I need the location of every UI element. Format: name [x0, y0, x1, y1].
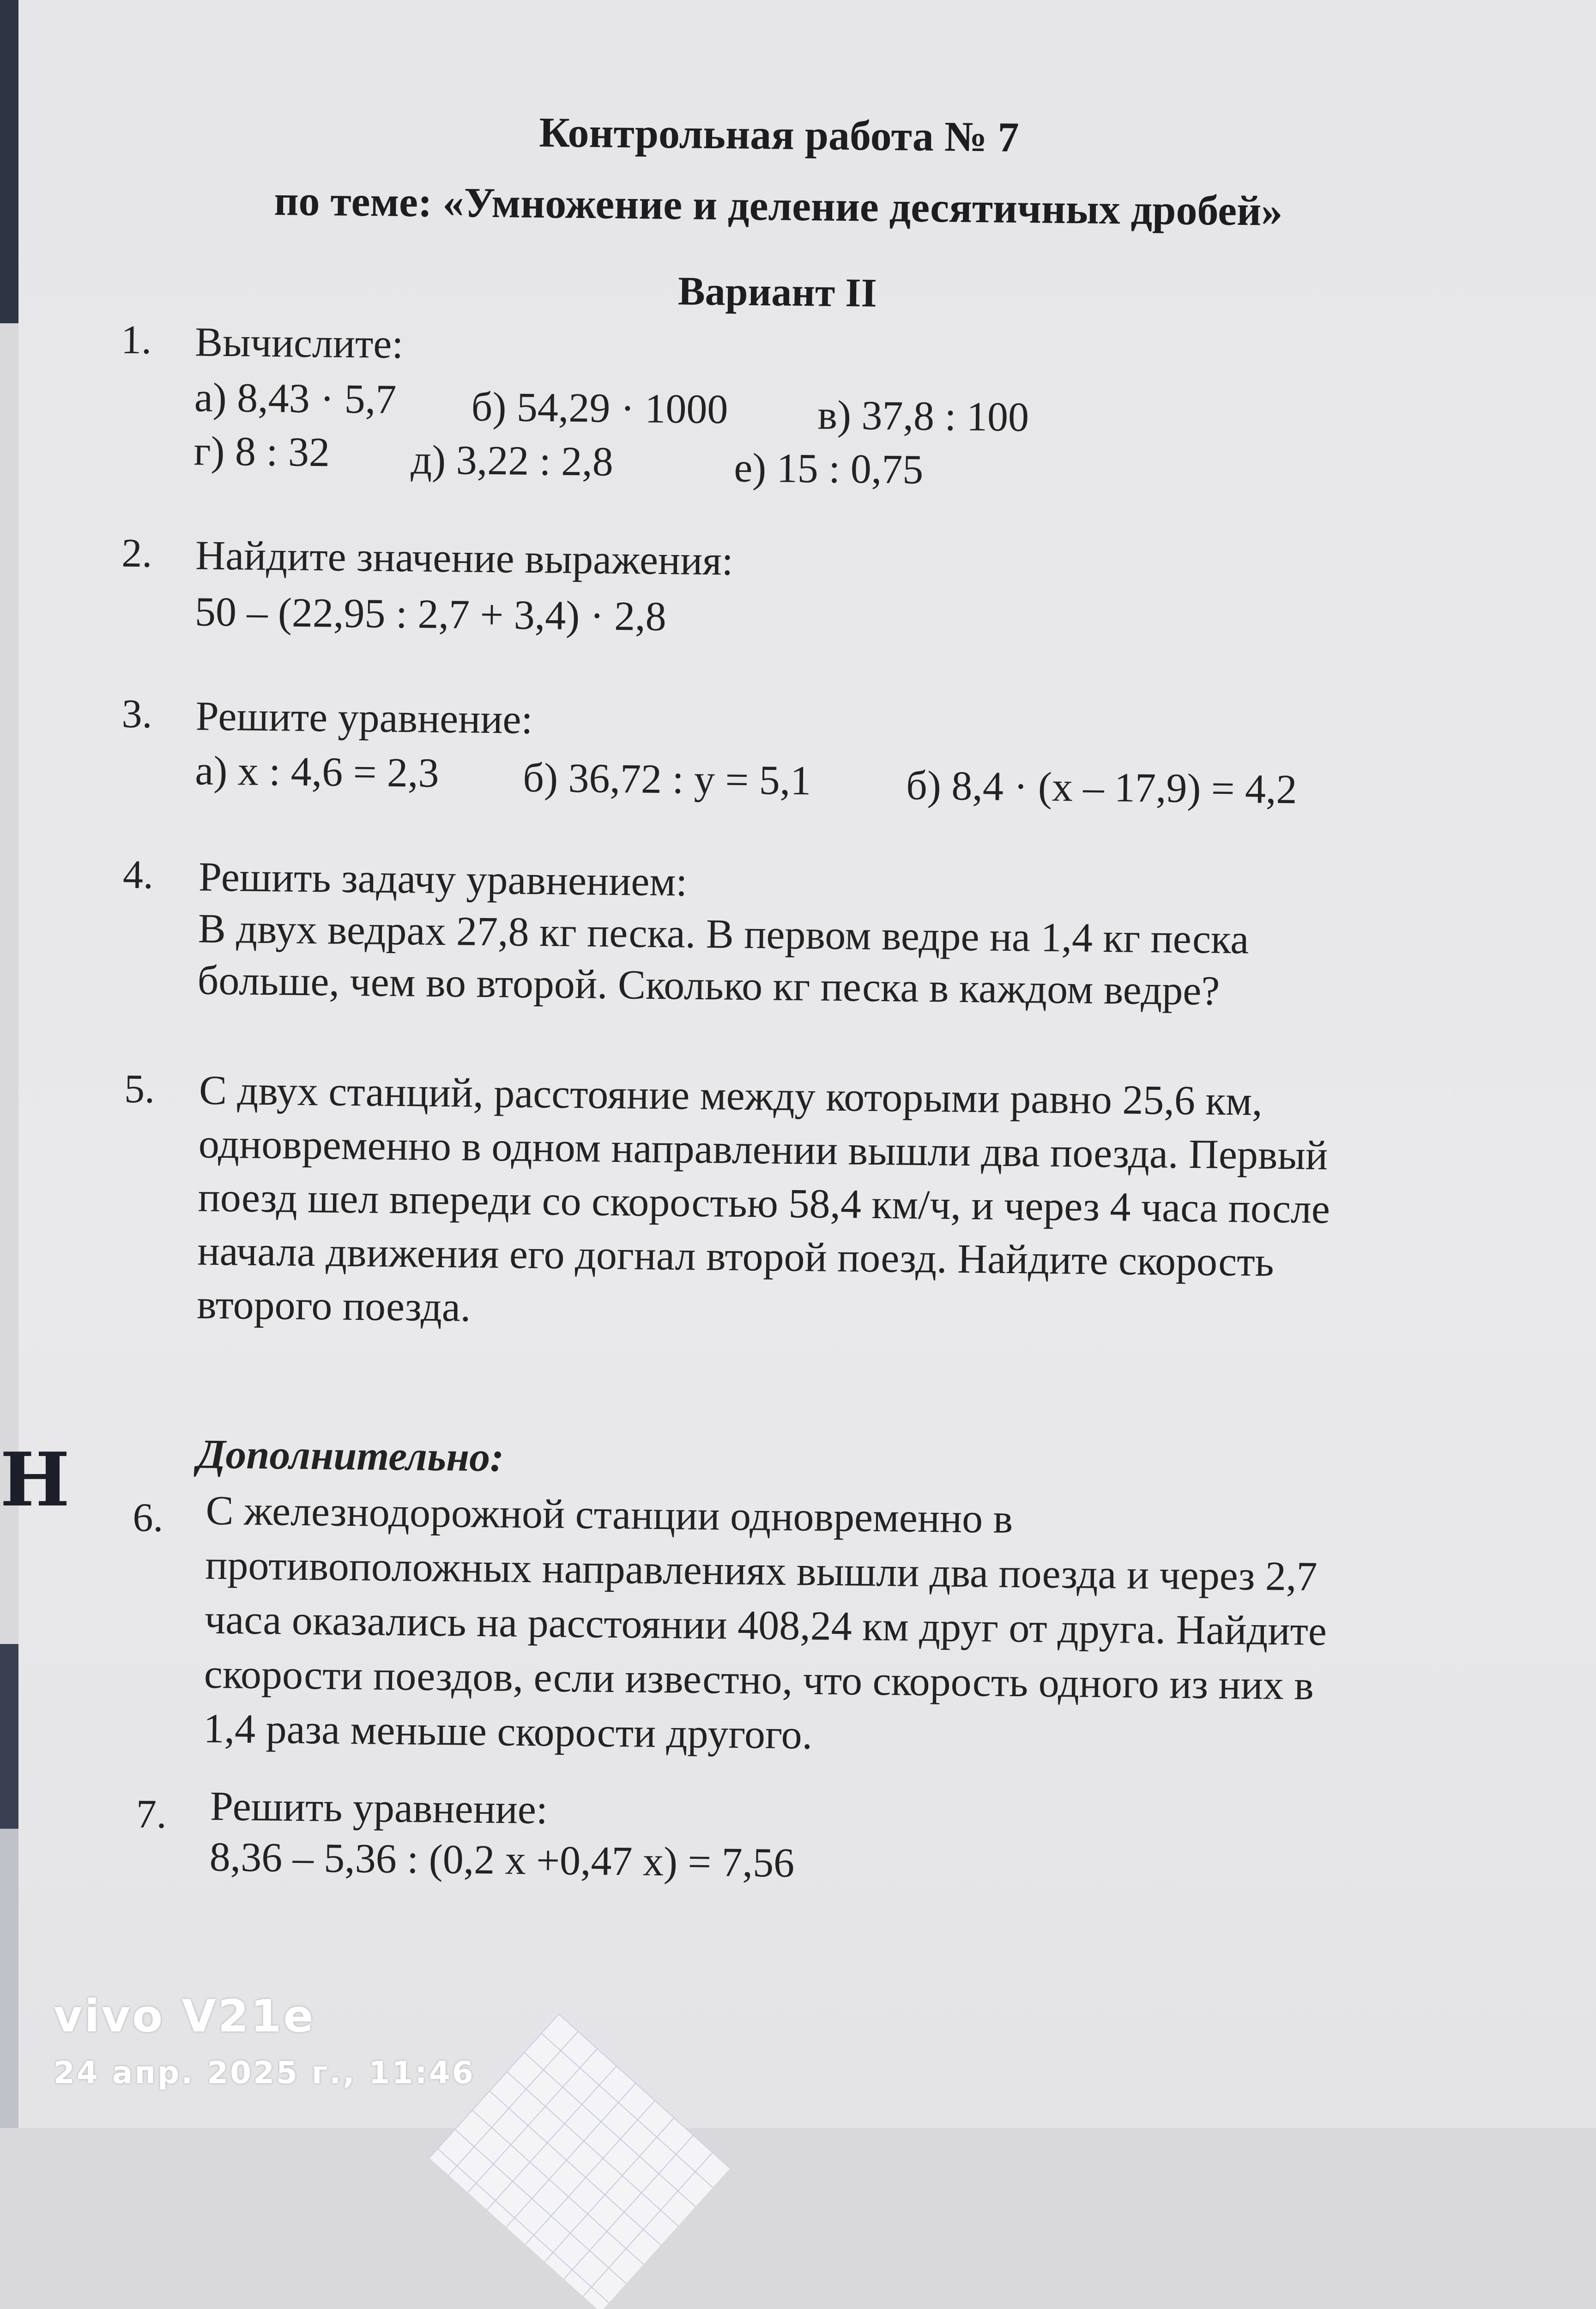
- task-text-line: второго поезда.: [196, 1281, 471, 1330]
- camera-datetime-watermark: 24 апр. 2025 г., 11:46: [54, 2055, 475, 2091]
- task-part: д) 3,22 : 2,8: [411, 437, 614, 485]
- background-letter: Н: [0, 1436, 70, 1523]
- task-part: а) х : 4,6 = 2,3: [194, 748, 440, 796]
- task-expression: 50 – (22,95 : 2,7 + 3,4) · 2,8: [194, 589, 667, 640]
- task-part: г) 8 : 32: [193, 428, 330, 476]
- task-part: е) 15 : 0,75: [733, 445, 924, 493]
- task-title: Решить уравнение:: [210, 1783, 548, 1833]
- task-text-line: С двух станций, расстояние между которыми равно 25,6 км,: [199, 1067, 1263, 1124]
- page-title: Контрольная работа № 7: [538, 109, 1019, 161]
- task-part: б) 8,4 · (х – 17,9) = 4,2: [906, 762, 1298, 813]
- task-number: 6.: [133, 1495, 164, 1541]
- camera-model-watermark: vivo V21e: [54, 1990, 315, 2042]
- task-part: б) 36,72 : у = 5,1: [522, 755, 811, 804]
- task-title: Вычислите:: [194, 319, 404, 368]
- task-text-line: противоположных направлениях вышли два поезда и через 2,7: [205, 1542, 1318, 1600]
- task-title: Решите уравнение:: [195, 693, 533, 743]
- task-title: Решить задачу уравнением:: [198, 854, 688, 905]
- task-number: 5.: [124, 1066, 155, 1112]
- task-number: 7.: [136, 1792, 167, 1837]
- task-number: 1.: [121, 317, 152, 363]
- test-paper: [18, 0, 1596, 2128]
- task-title: Найдите значение выражения:: [195, 532, 734, 584]
- task-part: в) 37,8 : 100: [817, 392, 1029, 441]
- task-text-line: В двух ведрах 27,8 кг песка. В первом ведре на 1,4 кг песка: [198, 906, 1249, 963]
- page-topic: по теме: «Умножение и деление десятичных дробей»: [273, 177, 1283, 235]
- task-text-line: С железнодорожной станции одновременно в: [206, 1487, 1013, 1542]
- task-text-line: часа оказались на расстоянии 408,24 км друг от друга. Найдите: [204, 1596, 1327, 1655]
- task-text-line: одновременно в одном направлении вышли два поезда. Первый: [198, 1121, 1328, 1179]
- task-expression: 8,36 – 5,36 : (0,2 х +0,47 х) = 7,56: [209, 1834, 795, 1886]
- task-number: 2.: [121, 531, 152, 576]
- variant-label: Вариант II: [677, 269, 877, 316]
- task-text-line: скорости поездов, если известно, что скорость одного из них в: [204, 1651, 1314, 1709]
- task-number: 3.: [121, 691, 153, 737]
- task-text-line: начала движения его догнал второй поезд. Найдите скорость: [197, 1228, 1275, 1285]
- task-text-line: поезд шел впереди со скоростью 58,4 км/ч, и через 4 часа после: [198, 1174, 1330, 1233]
- task-part: б) 54,29 · 1000: [471, 384, 728, 433]
- task-text-line: 1,4 раза меньше скорости другого.: [203, 1705, 813, 1758]
- task-part: а) 8,43 · 5,7: [194, 375, 397, 423]
- extra-heading: Дополнительно:: [197, 1431, 504, 1481]
- task-text-line: больше, чем во второй. Сколько кг песка в каждом ведре?: [197, 957, 1220, 1014]
- task-number: 4.: [122, 852, 154, 898]
